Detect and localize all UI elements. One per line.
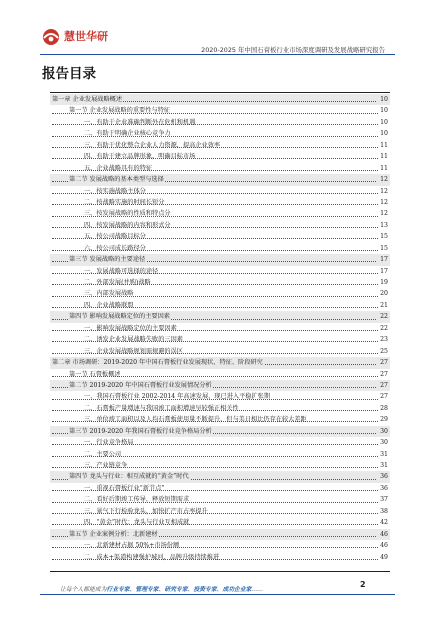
toc-entry-title: 第三节 发展战略的主要途径: [69, 254, 146, 265]
toc-entry-title: 一、发展战略可选择的途径: [84, 267, 159, 275]
toc-entry[interactable]: [50, 231, 390, 242]
toc-entry[interactable]: [50, 346, 390, 357]
toc-entry[interactable]: [50, 186, 390, 197]
toc-entry-title: 一、重视石膏板行业“新节点”: [84, 484, 165, 492]
toc-entry[interactable]: [50, 403, 390, 414]
toc-entry-title: 四、“黄金”时代：龙头与行业互相成就: [84, 519, 190, 527]
toc-entry[interactable]: [50, 506, 390, 517]
page-number: 2: [360, 580, 366, 589]
toc-entry-title: 一、有助于企业准确判断外在危机和机遇: [84, 118, 196, 126]
footer-role-separator: 、: [216, 587, 223, 593]
page-heading: 报告目录: [42, 66, 96, 82]
toc-entry-page: 23: [380, 336, 388, 344]
toc-entry-title: 四、企业战略联盟: [84, 301, 134, 309]
toc-entry-page: 46: [377, 529, 388, 540]
toc-entry[interactable]: [50, 517, 390, 528]
toc-entry[interactable]: [50, 369, 390, 380]
toc-entry[interactable]: [50, 391, 390, 402]
header-divider: [40, 54, 395, 55]
footer-role: 研究专家: [164, 587, 188, 593]
toc-entry[interactable]: [50, 380, 390, 391]
toc-entry-title: 一、我国石膏板行业 2002-2014 年高速发展，现已进入平稳扩张期: [84, 393, 271, 401]
toc-entry[interactable]: [50, 254, 390, 265]
toc-entry[interactable]: [50, 220, 390, 231]
toc-entry-title: 三、按发展战略的性质和特点分: [84, 210, 171, 218]
toc-entry-page: 21: [380, 301, 388, 309]
table-of-contents: [50, 94, 390, 563]
toc-entry-page: 12: [380, 187, 388, 195]
toc-entry[interactable]: [50, 208, 390, 219]
toc-entry-page: 29: [380, 416, 388, 424]
toc-entry-title: 二、外部发展(并购)战略: [84, 279, 151, 286]
toc-entry-title: 二、看好后期竣工传导，释放短期需求: [84, 496, 190, 504]
toc-entry-page: 11: [380, 164, 388, 172]
toc-entry-title: 第四节 影响发展战略定位的主要因素: [69, 311, 171, 322]
logo-text: 慧世华研: [64, 30, 108, 43]
company-logo: [40, 26, 130, 48]
toc-entry-page: 27: [377, 380, 388, 391]
footer-role: 管理专家: [135, 587, 159, 593]
toc-entry-title: 二、主要公司: [84, 450, 122, 458]
toc-entry-title: 三、单位竣工面积以及人均石膏板使用量不断提升，但与美日相比仍存在较大差距: [84, 416, 307, 424]
footer-role: 投资专家: [193, 587, 217, 593]
toc-entry[interactable]: [50, 449, 390, 460]
toc-entry-page: 20: [380, 290, 388, 298]
toc-entry-title: 第二节 2019-2020 年中国石膏板行业发展情况分析: [69, 380, 213, 391]
toc-entry-title: 三、内部发展战略: [84, 290, 134, 298]
toc-entry-title: 二、诱发企业发展战略失败的三因素: [84, 336, 183, 344]
toc-entry[interactable]: [50, 460, 390, 471]
toc-entry[interactable]: [50, 426, 390, 437]
toc-entry-page: 17: [377, 254, 388, 265]
footer-slogan-prefix: 让每个人都能成为: [60, 587, 107, 593]
toc-entry-page: 15: [380, 244, 388, 252]
toc-entry-title: 五、企业战略具有的特征: [84, 164, 153, 172]
toc-entry-page: 22: [380, 324, 388, 332]
toc-entry-page: 31: [380, 462, 388, 469]
footer-role-separator: 、: [129, 587, 136, 593]
footer-divider: [40, 594, 395, 595]
toc-entry-page: 46: [380, 542, 388, 550]
toc-entry-title: 第五节 企业案例分析：北新建材: [69, 529, 159, 540]
toc-entry[interactable]: [50, 174, 390, 185]
toc-entry[interactable]: [50, 471, 390, 482]
footer-role-separator: 、: [158, 587, 165, 593]
footer-role: 成功企业家: [222, 587, 252, 593]
toc-entry-page: 10: [380, 118, 388, 126]
toc-entry-page: 22: [377, 311, 388, 322]
toc-entry[interactable]: [50, 323, 390, 334]
footer-slogan-suffix: ……: [251, 587, 264, 593]
toc-entry-page: 11: [380, 153, 388, 161]
toc-entry-page: 19: [380, 279, 388, 286]
toc-entry-title: 三、产业链竞争: [84, 462, 128, 469]
toc-entry-title: 第一章 企业发展战略概述: [52, 94, 123, 105]
toc-entry-title: 第一节 石膏板概述: [69, 370, 121, 378]
toc-entry[interactable]: [50, 277, 390, 288]
toc-entry-title: 一、按实施战略主体分: [84, 187, 146, 195]
toc-entry-title: 三、企业发展战略规划需规避的误区: [84, 347, 183, 355]
toc-bottom-rule: [50, 571, 390, 572]
toc-entry-title: 五、按公司战略目标分: [84, 233, 146, 241]
toc-entry[interactable]: [50, 540, 390, 551]
toc-entry-page: 38: [380, 507, 388, 515]
toc-entry-title: 六、按公司成长路径分: [84, 244, 146, 252]
footer-slogan: [60, 584, 263, 593]
toc-entry-page: 10: [377, 94, 388, 105]
toc-entry-title: 四、按发展战略的内容和形式分: [84, 221, 171, 229]
toc-entry[interactable]: [50, 414, 390, 425]
toc-entry-page: 36: [380, 484, 388, 492]
footer-role-separator: 、: [187, 587, 194, 593]
toc-entry[interactable]: [50, 163, 390, 174]
toc-entry-title: 第一节 企业发展战略的重要性与特征: [69, 107, 170, 115]
toc-entry[interactable]: [50, 140, 390, 151]
toc-entry-title: 二、按战略实施的时间长短分: [84, 198, 165, 206]
toc-entry-title: 第二章 市场调研：2019-2020 年中国石膏板行业发展现状、特征、阶段研究: [52, 357, 264, 368]
toc-entry-page: 12: [380, 210, 388, 218]
toc-entry-title: 一、行业竞争格局: [84, 439, 134, 447]
toc-entry-title: 二、石膏板产量增速与我国竣工面积增速呈较强正相关性: [84, 404, 239, 412]
footer-role: 行业专家: [106, 587, 130, 593]
page-header: [0, 0, 440, 58]
toc-entry-page: 27: [380, 393, 388, 401]
toc-entry[interactable]: [50, 105, 390, 116]
logo-mark-icon: [40, 28, 62, 46]
toc-entry[interactable]: [50, 494, 390, 505]
toc-entry-page: 30: [380, 439, 388, 447]
toc-entry[interactable]: [50, 552, 390, 563]
toc-entry-page: 11: [380, 141, 388, 149]
toc-entry-title: 四、有助于建立品牌形象，明确目标市场: [84, 153, 196, 161]
toc-entry-page: 27: [377, 357, 388, 368]
toc-entry-page: 42: [380, 519, 388, 527]
toc-entry-page: 13: [380, 221, 388, 229]
toc-entry[interactable]: [50, 311, 390, 322]
toc-entry-page: 10: [380, 107, 388, 115]
toc-entry[interactable]: [50, 197, 390, 208]
toc-entry[interactable]: [50, 334, 390, 345]
toc-entry-title: 二、有助于明确企业核心竞争力: [84, 130, 171, 138]
toc-entry-title: 第四节 龙头与行业：相互成就的“黄金”时代: [69, 471, 190, 482]
toc-entry[interactable]: [50, 151, 390, 162]
toc-entry-page: 31: [380, 450, 388, 458]
toc-entry[interactable]: [50, 529, 390, 540]
toc-entry-title: 二、成本+渠道构建强护城河，品牌升级持续推进: [84, 553, 220, 561]
toc-entry-page: 10: [380, 130, 388, 138]
toc-entry[interactable]: [50, 357, 390, 368]
toc-entry-page: 12: [377, 174, 388, 185]
toc-entry-title: 一、北新建材占据 50%+市场份额: [84, 542, 180, 550]
toc-entry-page: 15: [380, 233, 388, 241]
toc-entry-title: 三、景气下行检验龙头，加快扩产市占率提升: [84, 507, 208, 515]
toc-entry-page: 49: [380, 553, 388, 561]
toc-entry-page: 37: [380, 496, 388, 504]
toc-entry[interactable]: [50, 243, 390, 254]
toc-entry[interactable]: [50, 117, 390, 128]
toc-entry-page: 17: [380, 267, 388, 275]
toc-top-rule: [50, 92, 390, 93]
toc-entry-page: 28: [380, 404, 388, 412]
toc-entry-title: 第二节 发展战略的基本类型与选择: [69, 174, 165, 185]
toc-entry[interactable]: [50, 128, 390, 139]
toc-entry-page: 27: [380, 370, 388, 378]
document-title: 2020-2025 年中国石膏板行业市场深度调研及发展战略研究报告: [201, 46, 385, 54]
toc-entry[interactable]: [50, 288, 390, 299]
toc-entry[interactable]: [50, 266, 390, 277]
toc-entry[interactable]: [50, 300, 390, 311]
toc-entry-title: 一、影响发展战略定位的主要因素: [84, 324, 177, 332]
toc-entry-page: 36: [377, 471, 388, 482]
toc-entry-page: 25: [380, 347, 388, 355]
toc-entry[interactable]: [50, 483, 390, 494]
toc-entry-title: 三、有助于优化整合企业人力资源，提高企业效率: [84, 141, 221, 149]
toc-entry[interactable]: [50, 437, 390, 448]
toc-entry-page: 12: [380, 198, 388, 206]
toc-entry-page: 30: [377, 426, 388, 437]
toc-entry[interactable]: [50, 94, 390, 105]
toc-entry-title: 第三节 2019-2020 年我国石膏板行业竞争格局分析: [69, 426, 213, 437]
